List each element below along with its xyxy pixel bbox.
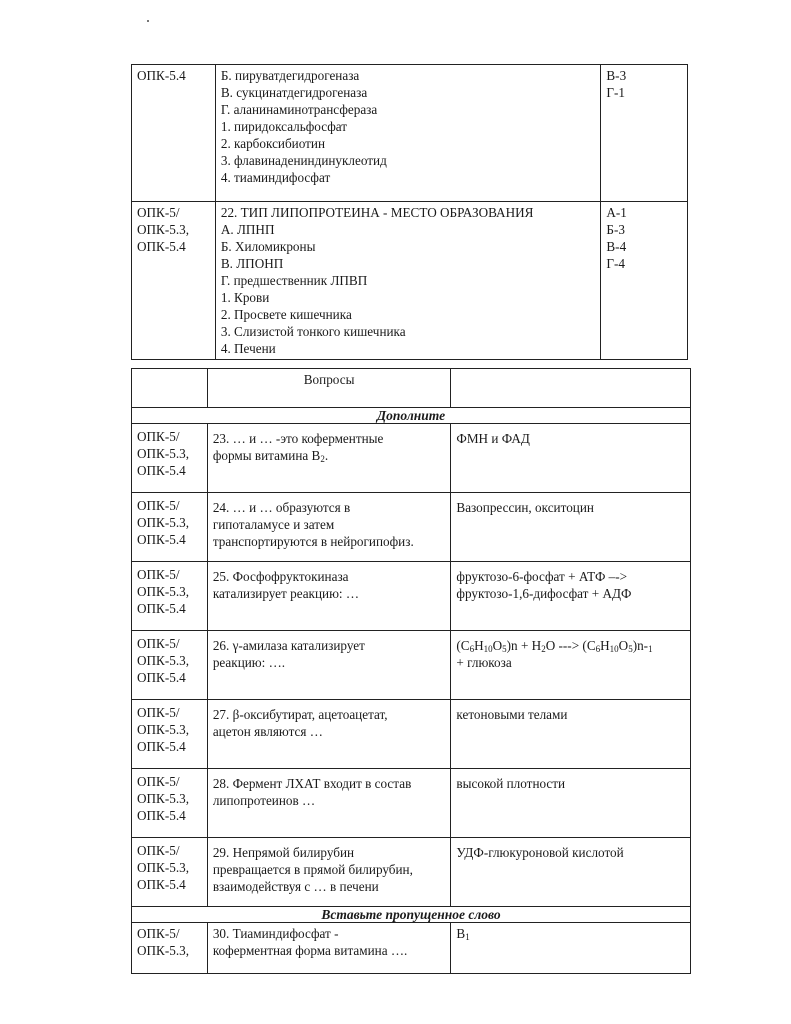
question-title: 22. ТИП ЛИПОПРОТЕИНА - МЕСТО ОБРАЗОВАНИЯ [220, 205, 534, 220]
question-line: реакцию: …. [212, 655, 286, 670]
table-row [132, 65, 688, 202]
question-cell [207, 631, 451, 700]
question-line: липопротеинов … [212, 793, 316, 808]
competency-code-cell [132, 631, 208, 700]
subscript: 1 [465, 932, 470, 942]
competency-code-cell [132, 700, 208, 769]
competency-code: ОПК-5.4 [137, 68, 186, 83]
formula-text: )n + H [506, 638, 542, 653]
answer-text: высокой плотности [456, 776, 566, 791]
competency-code-cell [132, 202, 216, 360]
competency-code: ОПК-5.3, [137, 860, 190, 875]
table-row [132, 202, 688, 360]
formula-text: )n- [632, 638, 649, 653]
question-line: катализирует реакцию: … [212, 586, 360, 601]
header-questions-label: Вопросы [303, 372, 355, 387]
answer-line: В-3 [606, 68, 627, 83]
competency-code: ОПК-5/ [137, 429, 180, 444]
competency-code: ОПК-5.3, [137, 584, 190, 599]
formula-text: O [618, 638, 629, 653]
competency-code: ОПК-5.3, [137, 446, 190, 461]
answer-cell [601, 65, 688, 202]
question-cell [207, 493, 451, 562]
header-cell-code [132, 369, 208, 408]
formula-text: H [474, 638, 484, 653]
competency-code: ОПК-5.3, [137, 515, 190, 530]
table-top [131, 64, 688, 360]
question-text: . [324, 448, 329, 463]
question-line: взаимодействуя с … в печени [212, 879, 379, 894]
option-line: 1. пиридоксальфосфат [220, 119, 348, 134]
formula-text: O ---> (C [545, 638, 596, 653]
answer-line: А-1 [606, 205, 627, 220]
competency-code-cell [132, 562, 208, 631]
competency-code: ОПК-5/ [137, 705, 180, 720]
answer-line: В-4 [606, 239, 627, 254]
option-line: 4. Печени [220, 341, 276, 356]
answer-text: кетоновыми телами [456, 707, 568, 722]
subscript: 6 [595, 644, 601, 654]
competency-code-cell [132, 769, 208, 838]
answer-text: фруктозо-6-фосфат + АТФ –-> [456, 569, 628, 584]
question-content-cell [215, 202, 601, 360]
option-line: 1. Крови [220, 290, 270, 305]
competency-code: ОПК-5.4 [137, 739, 186, 754]
question-cell [207, 700, 451, 769]
formula-text: (C [456, 638, 470, 653]
answer-cell [451, 631, 691, 700]
option-line: Г. аланинаминотрансфераза [220, 102, 378, 117]
competency-code: ОПК-5.3, [137, 791, 190, 806]
competency-code-cell [132, 493, 208, 562]
competency-code-cell [132, 838, 208, 907]
answer-text: ФМН и ФАД [456, 431, 530, 446]
table-main [131, 368, 691, 974]
competency-code: ОПК-5.4 [137, 239, 186, 254]
formula-text: O [492, 638, 503, 653]
question-line: 29. Непрямой билирубин [212, 845, 355, 860]
table-header-row [132, 369, 691, 408]
question-line: ацетон являются … [212, 724, 323, 739]
table-row [132, 562, 691, 631]
competency-code-cell [132, 65, 216, 202]
competency-code: ОПК-5.4 [137, 877, 186, 892]
scan-speck [147, 20, 149, 22]
section-title-fill: Дополните [132, 408, 691, 424]
table-row [132, 769, 691, 838]
competency-code: ОПК-5.3, [137, 653, 190, 668]
question-cell [207, 769, 451, 838]
question-cell [207, 562, 451, 631]
subscript: 5 [628, 644, 633, 654]
question-line: 25. Фосфофруктокиназа [212, 569, 349, 584]
question-line: 30. Тиаминдифосфат - [212, 926, 339, 941]
question-text: формы витамина В [212, 448, 321, 463]
header-cell-questions [207, 369, 451, 408]
competency-code: ОПК-5/ [137, 567, 180, 582]
option-line: Г. предшественник ЛПВП [220, 273, 368, 288]
question-line: 23. … и … -это коферментные [212, 431, 384, 446]
option-line: В. ЛПОНП [220, 256, 284, 271]
question-cell [207, 424, 451, 493]
competency-code: ОПК-5.4 [137, 532, 186, 547]
subscript: 10 [483, 644, 493, 654]
competency-code: ОПК-5/ [137, 498, 180, 513]
answer-line: Б-3 [606, 222, 625, 237]
option-line: 2. карбоксибиотин [220, 136, 326, 151]
option-line: 3. Слизистой тонкого кишечника [220, 324, 406, 339]
answer-cell [451, 923, 691, 974]
question-cell [207, 923, 451, 974]
competency-code: ОПК-5/ [137, 636, 180, 651]
table-row [132, 631, 691, 700]
table-row [132, 838, 691, 907]
subscript: 10 [609, 644, 619, 654]
option-line: 3. флавинадениндинуклеотид [220, 153, 387, 168]
competency-code: ОПК-5.4 [137, 601, 186, 616]
table-row [132, 923, 691, 974]
answer-text: + глюкоза [456, 655, 512, 670]
answer-cell [601, 202, 688, 360]
question-line [213, 447, 446, 464]
answer-cell [451, 424, 691, 493]
option-line: 4. тиаминдифосфат [220, 170, 331, 185]
header-cell-answers [451, 369, 691, 408]
option-line: А. ЛПНП [220, 222, 275, 237]
answer-cell [451, 700, 691, 769]
competency-code: ОПК-5/ [137, 926, 180, 941]
competency-code: ОПК-5.4 [137, 463, 186, 478]
answer-cell [451, 493, 691, 562]
question-cell [207, 838, 451, 907]
competency-code: ОПК-5/ [137, 205, 180, 220]
answer-letter: В [456, 926, 466, 941]
subscript: 2 [320, 454, 325, 464]
table-row [132, 424, 691, 493]
section-row [132, 907, 691, 923]
question-content-cell [215, 65, 601, 202]
question-line: 28. Фермент ЛХАТ входит в состав [212, 776, 412, 791]
answer-text [456, 925, 685, 942]
question-line: превращается в прямой билирубин, [212, 862, 413, 877]
competency-code: ОПК-5.3, [137, 722, 190, 737]
competency-code: ОПК-5/ [137, 774, 180, 789]
section-title-insert: Вставьте пропущенное слово [132, 907, 691, 923]
question-line: коферментная форма витамина …. [212, 943, 408, 958]
competency-code: ОПК-5/ [137, 843, 180, 858]
competency-code: ОПК-5.4 [137, 808, 186, 823]
option-line: Б. Хиломикроны [220, 239, 316, 254]
question-line: гипоталамусе и затем [212, 517, 335, 532]
answer-cell [451, 769, 691, 838]
section-row [132, 408, 691, 424]
competency-code-cell [132, 923, 208, 974]
answer-text: Вазопрессин, окситоцин [456, 500, 594, 515]
answer-text: УДФ-глюкуроновой кислотой [456, 845, 624, 860]
question-line: 24. … и … образуются в [212, 500, 351, 515]
answer-cell [451, 838, 691, 907]
question-line: транспортируются в нейрогипофиз. [212, 534, 414, 549]
option-line: 2. Просвете кишечника [220, 307, 352, 322]
question-line: 27. β-оксибутират, ацетоацетат, [212, 707, 388, 722]
question-line: 26. γ-амилаза катализирует [212, 638, 365, 653]
subscript: 1 [648, 644, 653, 654]
answer-line: Г-1 [606, 85, 625, 100]
answer-cell [451, 562, 691, 631]
table-row [132, 700, 691, 769]
competency-code: ОПК-5.3, [137, 943, 190, 958]
answer-line: Г-4 [606, 256, 625, 271]
option-line: Б. пируватдегидрогеназа [220, 68, 360, 83]
answer-text: фруктозо-1,6-дифосфат + АДФ [456, 586, 632, 601]
competency-code: ОПК-5.3, [137, 222, 190, 237]
formula-text: H [600, 638, 610, 653]
subscript: 6 [469, 644, 475, 654]
table-row [132, 493, 691, 562]
option-line: В. сукцинатдегидрогеназа [220, 85, 368, 100]
answer-formula [456, 637, 685, 654]
competency-code-cell [132, 424, 208, 493]
subscript: 5 [502, 644, 507, 654]
competency-code: ОПК-5.4 [137, 670, 186, 685]
subscript: 2 [541, 644, 546, 654]
